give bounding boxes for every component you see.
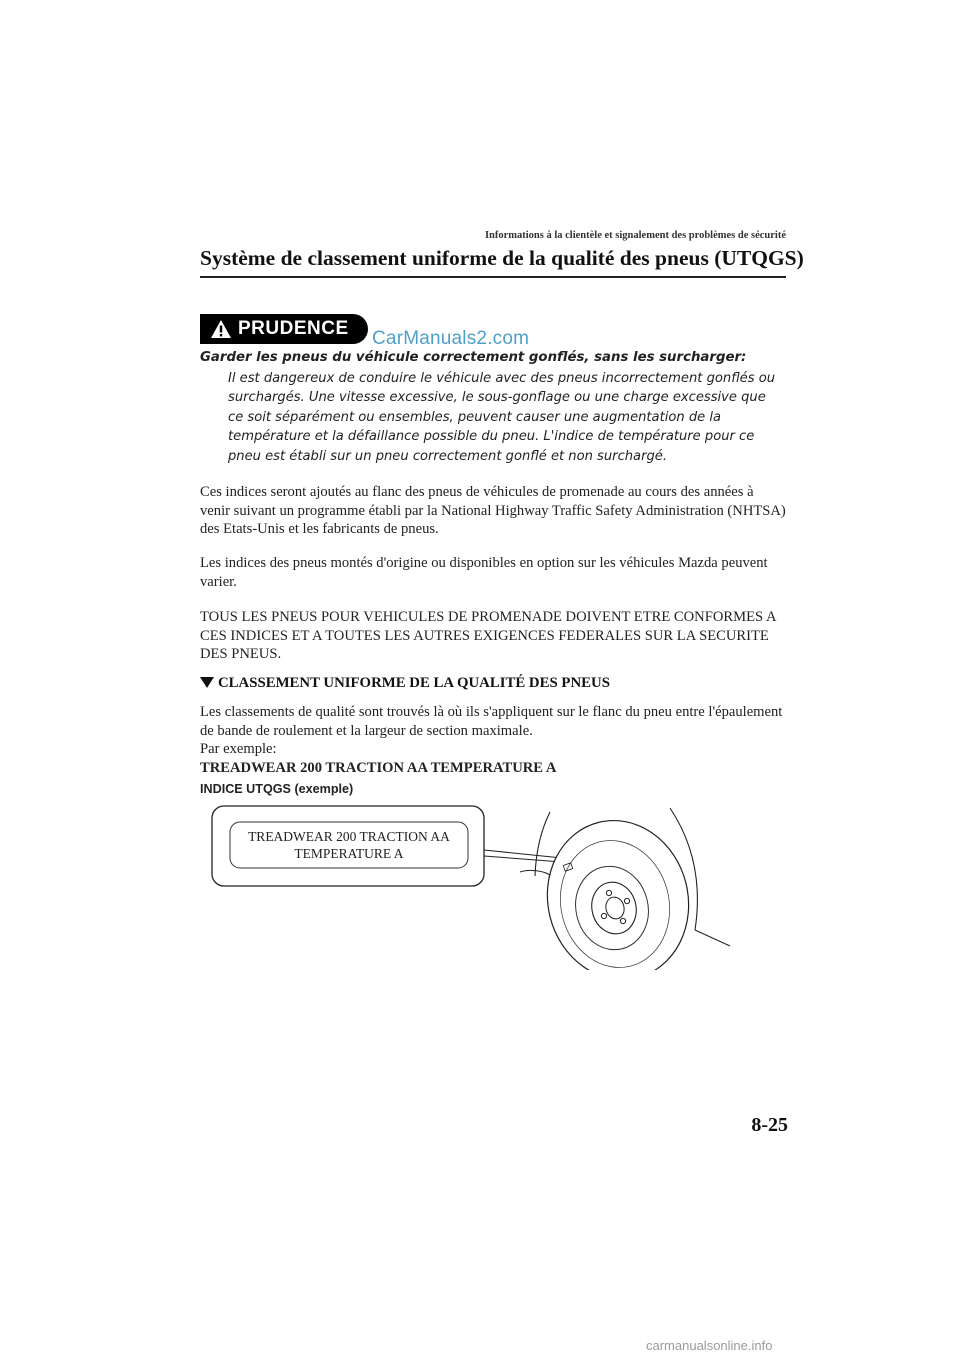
- caution-badge-label: PRUDENCE: [238, 318, 349, 339]
- header-rule: [200, 276, 786, 278]
- caution-badge: [200, 314, 368, 344]
- example-label: Par exemple:: [200, 741, 277, 758]
- figure-caption: INDICE UTQGS (exemple): [200, 782, 354, 796]
- section-body-text: Les classements de qualité sont trouvés là où ils s'appliquent sur le flanc du pneu entre l'épaulement de bande de roulement et la largeur de section maximale.: [200, 704, 783, 739]
- page-number: 8-25: [751, 1114, 788, 1136]
- tire-illustration: [200, 798, 760, 970]
- figure-label-line2: TEMPERATURE A: [294, 846, 404, 861]
- paragraph-mazda: Les indices des pneus montés d'origine ou disponibles en option sur les véhicules Mazda peuvent varier.: [200, 555, 768, 590]
- section-heading-text: CLASSEMENT UNIFORME DE LA QUALITÉ DES PNEUS: [218, 675, 610, 691]
- example-rating: TREADWEAR 200 TRACTION AA TEMPERATURE A: [200, 759, 557, 776]
- section-heading: [200, 675, 786, 692]
- triangle-bullet-icon: [200, 677, 214, 688]
- warning-icon: [210, 319, 232, 339]
- caution-heading: Garder les pneus du véhicule correctement gonflés, sans les surcharger:: [200, 350, 747, 365]
- paragraph-indices: Ces indices seront ajoutés au flanc des pneus de véhicules de promenade au cours des années à venir suivant un programme établi par la National Highway Traffic Safety Administration (NHTSA) des Etats-Unis et les fabricants de pneus.: [200, 484, 786, 538]
- footer-watermark: carmanualsonline.info: [646, 1338, 773, 1353]
- running-header-section: Informations à la clientèle et signalement des problèmes de sécurité: [484, 230, 786, 241]
- watermark: CarManuals2.com: [372, 328, 530, 349]
- paragraph-federal: TOUS LES PNEUS POUR VEHICULES DE PROMENADE DOIVENT ETRE CONFORMES A CES INDICES ET A TOUTES LES AUTRES EXIGENCES FEDERALES SUR LA SECURITE DES PNEUS.: [200, 609, 776, 663]
- section-body: [200, 703, 786, 777]
- caution-body: Il est dangereux de conduire le véhicule avec des pneus incorrectement gonflés ou surchargés. Une vitesse excessive, le sous-gonflage ou une charge excessive que ce soit séparément ou ensembles, peuvent causer une augmentation de la température et la défaillance possible du pneu. L'indice de température pour ce pneu est établi sur un pneu correctement gonflé et non surchargé.: [228, 371, 776, 464]
- figure-label-line1: TREADWEAR 200 TRACTION AA: [248, 829, 450, 844]
- page-title: Système de classement uniforme de la qualité des pneus (UTQGS): [200, 246, 804, 270]
